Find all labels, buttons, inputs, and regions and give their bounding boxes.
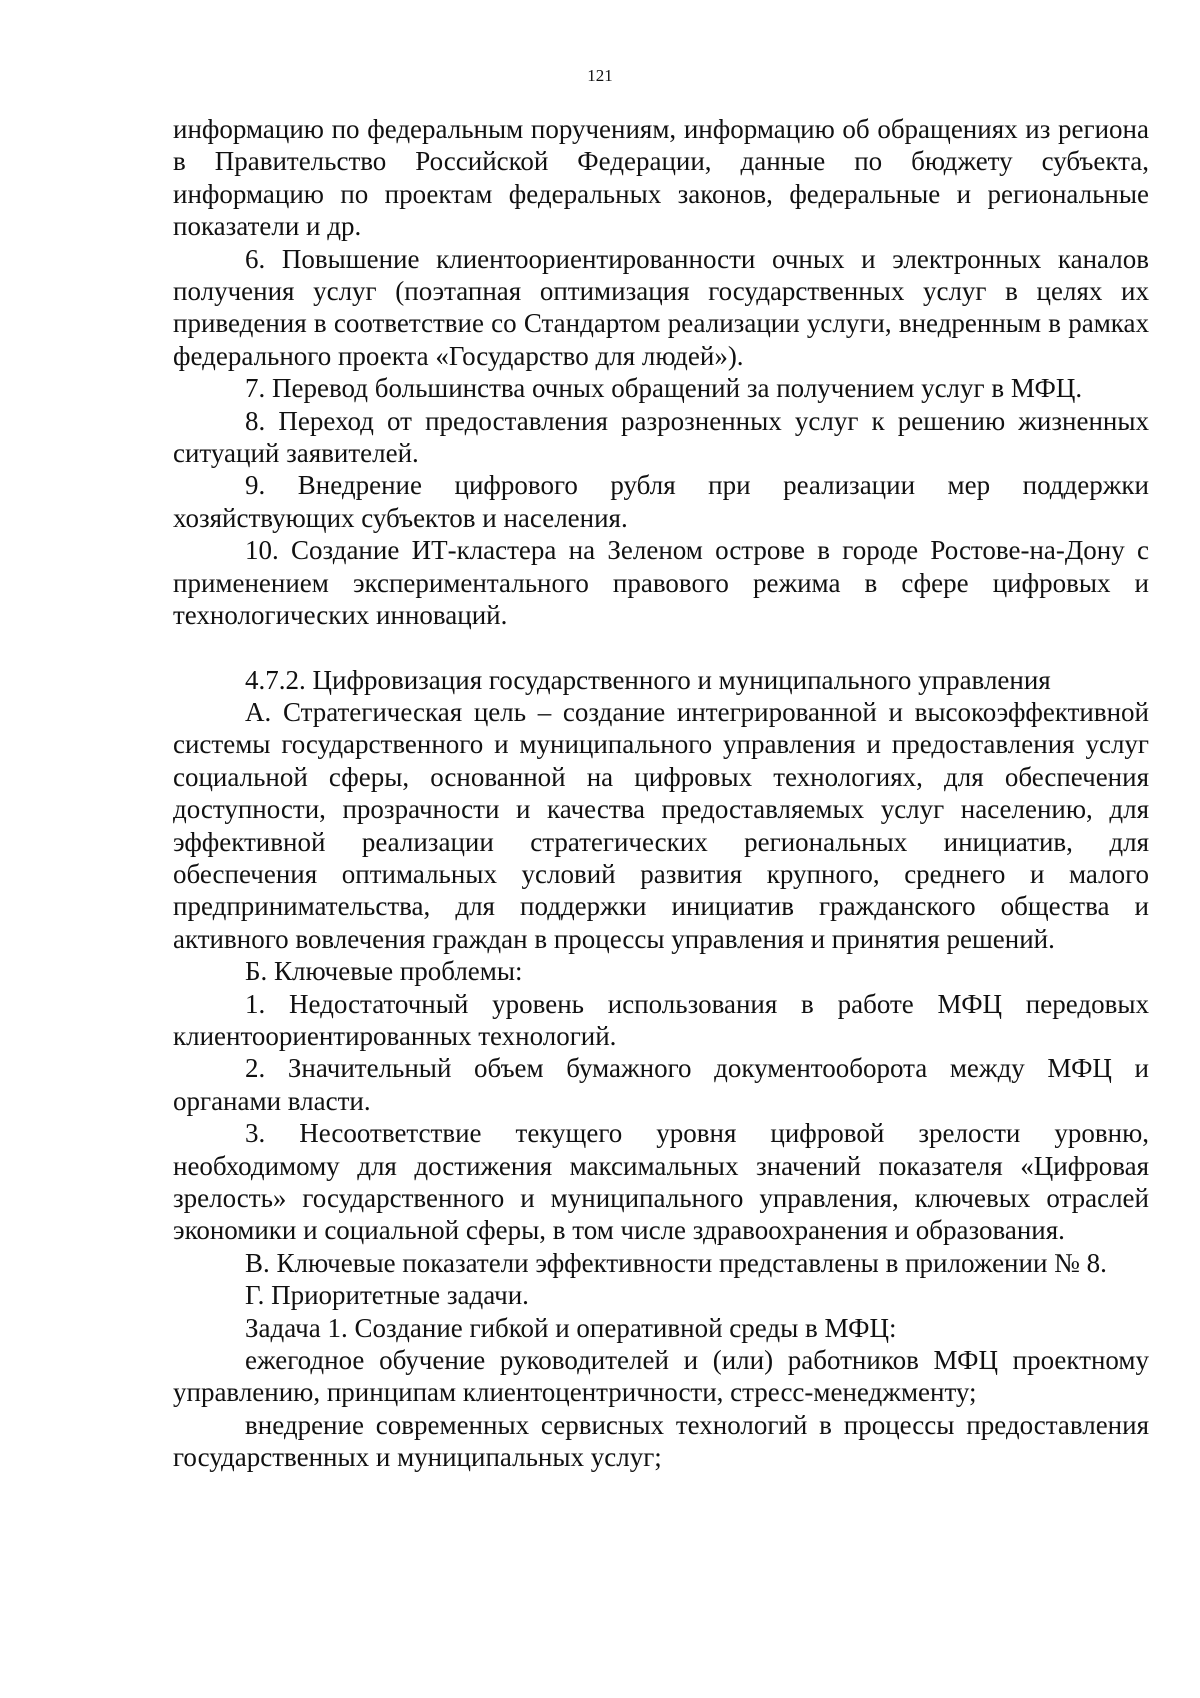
paragraph-continuation: информацию по федеральным поручениям, информацию об обращениях из региона в Правительство Российской Федерации, данные по бюджету субъекта, информацию по проектам федеральных законов, федеральные и региональные показатели и др. (173, 114, 1149, 242)
paragraph-kpi: В. Ключевые показатели эффективности представлены в приложении № 8. (245, 1247, 1107, 1278)
paragraph-item-7: 7. Перевод большинства очных обращений за получением услуг в МФЦ. (245, 373, 1083, 404)
paragraph-strategic-goal: А. Стратегическая цель – создание интегрированной и высокоэффективной системы государственного и муниципального управления и предоставления услуг социальной сферы, основанной на цифровых технологиях, для обеспечения доступности, прозрачности и качества предоставляемых услуг населению, для эффективной реализации стратегических региональных инициатив, для обеспечения оптимальных условий развития крупного, среднего и малого предпринимательства, для поддержки инициатив гражданского общества и активного вовлечения граждан в процессы управления и принятия решений. (173, 696, 1149, 954)
paragraph-item-8: 8. Переход от предоставления разрозненных услуг к решению жизненных ситуаций заявителей. (173, 405, 1149, 469)
paragraph-key-problems-heading: Б. Ключевые проблемы: (245, 956, 523, 987)
paragraph-task-1-item-1: ежегодное обучение руководителей и (или) работников МФЦ проектному управлению, принципам клиентоцентричности, стресс-менеджменту; (173, 1345, 1149, 1408)
paragraph-item-10: 10. Создание ИТ-кластера на Зеленом острове в городе Ростове-на-Дону с применением экспериментального правового режима в сфере цифровых и технологических инноваций. (173, 535, 1149, 631)
page-number: 121 (587, 66, 613, 85)
document-body (173, 113, 1149, 1474)
paragraph-task-1: Задача 1. Создание гибкой и оперативной среды в МФЦ: (245, 1312, 897, 1343)
paragraph-item-9: 9. Внедрение цифрового рубля при реализации мер поддержки хозяйствующих субъектов и населения. (173, 470, 1149, 533)
section-heading: 4.7.2. Цифровизация государственного и муниципального управления (245, 664, 1051, 695)
paragraph-problem-2: 2. Значительный объем бумажного документооборота между МФЦ и органами власти. (173, 1053, 1149, 1116)
paragraph-problem-3: 3. Несоответствие текущего уровня цифровой зрелости уровню, необходимому для достижения максимальных значений показателя «Цифровая зрелость» государственного и муниципального управления, ключевых отраслей экономики и социальной сферы, в том числе здравоохранения и образования. (173, 1118, 1149, 1246)
paragraph-priority-tasks: Г. Приоритетные задачи. (245, 1280, 529, 1311)
paragraph-task-1-item-2: внедрение современных сервисных технологий в процессы предоставления государственных и муниципальных услуг; (173, 1409, 1149, 1473)
paragraph-item-6: 6. Повышение клиентоориентированности очных и электронных каналов получения услуг (поэтапная оптимизация государственных услуг в целях их приведения в соответствие со Стандартом реализации услуги, внедренным в рамках федерального проекта «Государство для людей»). (173, 243, 1149, 371)
paragraph-problem-1: 1. Недостаточный уровень использования в работе МФЦ передовых клиентоориентированных технологий. (173, 988, 1149, 1051)
